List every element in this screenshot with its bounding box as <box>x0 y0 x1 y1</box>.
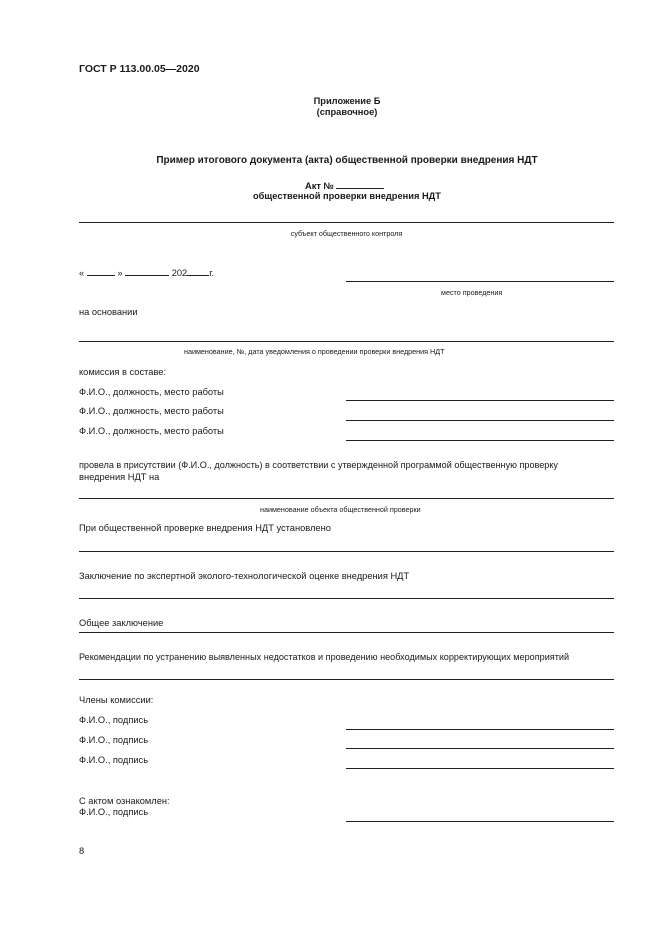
recommendations-label: Рекомендации по устранению выявленных недостатков и проведению необходимых корректирующих мероприятий <box>79 652 570 662</box>
commission-member-1-line[interactable] <box>346 400 614 401</box>
member-signature-3: Ф.И.О., подпись <box>79 755 149 765</box>
appendix-subtitle: (справочное) <box>316 107 378 117</box>
expert-conclusion-label: Заключение по экспертной эколого-технологической оценке внедрения НДТ <box>79 571 410 581</box>
appendix-title: Приложение Б <box>313 96 381 106</box>
subject-caption: субъект общественного контроля <box>290 229 403 238</box>
commission-label: комиссия в составе: <box>79 367 167 377</box>
established-label: При общественной проверке внедрения НДТ установлено <box>79 523 331 533</box>
document-title: Пример итогового документа (акта) общественной проверки внедрения НДТ <box>156 155 538 166</box>
commission-member-2: Ф.И.О., должность, место работы <box>79 406 224 416</box>
commission-member-3-line[interactable] <box>346 440 614 441</box>
commission-member-2-line[interactable] <box>346 420 614 421</box>
place-caption: место проведения <box>441 288 503 297</box>
member-signature-2-line[interactable] <box>346 748 614 749</box>
year-suffix: г. <box>209 268 215 278</box>
general-conclusion-label: Общее заключение <box>79 618 164 628</box>
year-blank[interactable] <box>187 266 209 276</box>
member-signature-1: Ф.И.О., подпись <box>79 715 149 725</box>
conducted-line-1: провела в присутствии (Ф.И.О., должность) в соответствии с утвержденной программой общественную проверку <box>79 460 558 470</box>
acquainted-label: С актом ознакомлен: <box>79 796 170 806</box>
established-line[interactable] <box>79 551 614 552</box>
general-conclusion-line[interactable] <box>79 632 614 633</box>
basis-label: на основании <box>79 307 138 317</box>
commission-member-1: Ф.И.О., должность, место работы <box>79 387 224 397</box>
notice-caption: наименование, №, дата уведомления о проведении проверки внедрения НДТ <box>184 347 445 356</box>
standard-number: ГОСТ Р 113.00.05—2020 <box>79 63 200 75</box>
members-label: Члены комиссии: <box>79 695 154 705</box>
month-blank[interactable] <box>125 266 169 276</box>
member-signature-1-line[interactable] <box>346 729 614 730</box>
member-signature-2: Ф.И.О., подпись <box>79 735 149 745</box>
expert-conclusion-line[interactable] <box>79 598 614 599</box>
act-number-label: Акт № <box>305 181 334 191</box>
subject-line[interactable] <box>79 222 614 223</box>
open-quote: « <box>79 268 85 278</box>
object-line[interactable] <box>79 498 614 499</box>
close-quote: » <box>117 268 123 278</box>
commission-member-3: Ф.И.О., должность, место работы <box>79 426 224 436</box>
year-prefix: 202 <box>171 268 188 278</box>
date-row <box>79 266 214 279</box>
basis-line[interactable] <box>79 341 614 342</box>
act-subtitle: общественной проверки внедрения НДТ <box>253 191 441 201</box>
recommendations-line[interactable] <box>79 679 614 680</box>
act-number-blank[interactable] <box>336 179 384 189</box>
page-number: 8 <box>79 846 85 856</box>
place-line[interactable] <box>346 281 614 282</box>
member-signature-3-line[interactable] <box>346 768 614 769</box>
object-caption: наименование объекта общественной проверки <box>260 505 421 514</box>
conducted-line-2: внедрения НДТ на <box>79 472 160 482</box>
acquainted-signature: Ф.И.О., подпись <box>79 807 149 817</box>
day-blank[interactable] <box>87 266 115 276</box>
acquainted-signature-line[interactable] <box>346 821 614 822</box>
